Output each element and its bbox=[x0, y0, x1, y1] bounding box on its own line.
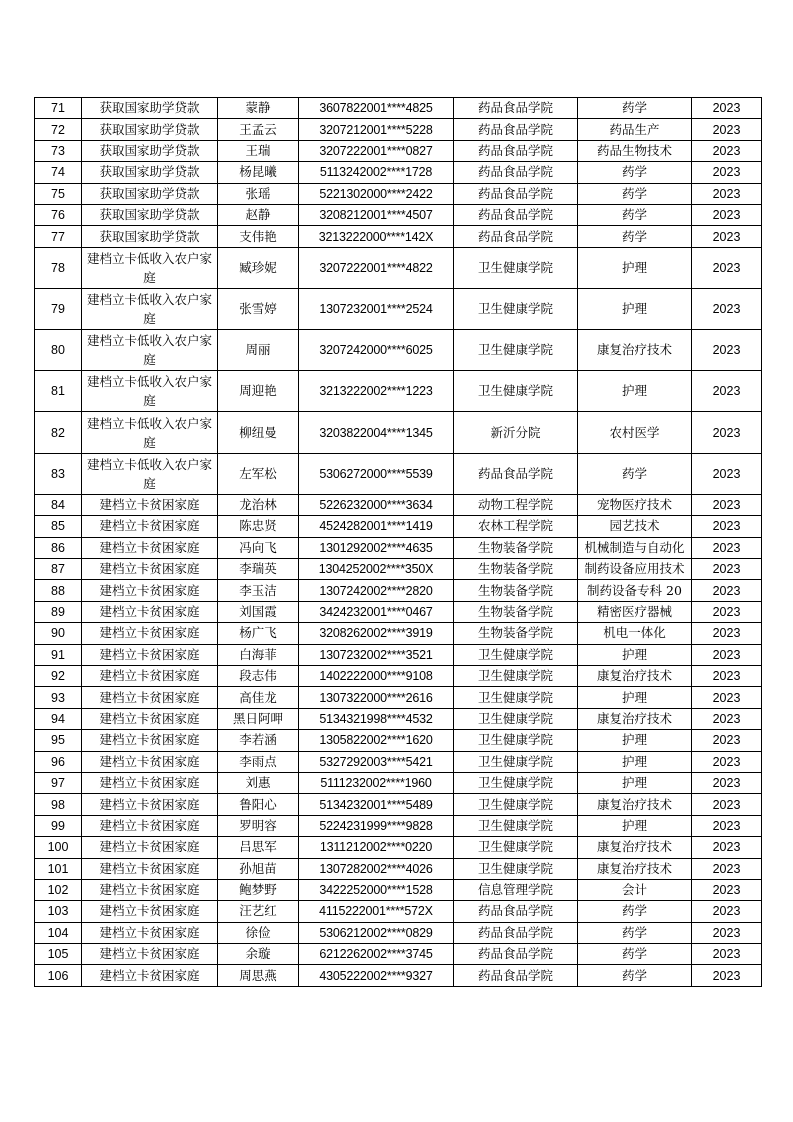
college-name: 卫生健康学院 bbox=[454, 858, 578, 879]
aid-category: 建档立卡贫困家庭 bbox=[82, 944, 218, 965]
enroll-year: 2023 bbox=[692, 879, 762, 900]
row-number: 106 bbox=[35, 965, 82, 986]
id-number: 4115222001****572X bbox=[299, 901, 454, 922]
enroll-year: 2023 bbox=[692, 140, 762, 161]
row-number: 96 bbox=[35, 751, 82, 772]
aid-category: 建档立卡贫困家庭 bbox=[82, 922, 218, 943]
id-number: 5327292003****5421 bbox=[299, 751, 454, 772]
aid-category: 建档立卡贫困家庭 bbox=[82, 751, 218, 772]
id-number: 5306212002****0829 bbox=[299, 922, 454, 943]
enroll-year: 2023 bbox=[692, 580, 762, 601]
enroll-year: 2023 bbox=[692, 204, 762, 225]
id-number: 5111232002****1960 bbox=[299, 772, 454, 793]
college-name: 卫生健康学院 bbox=[454, 730, 578, 751]
major-name: 康复治疗技术 bbox=[578, 837, 692, 858]
enroll-year: 2023 bbox=[692, 330, 762, 371]
enroll-year: 2023 bbox=[692, 644, 762, 665]
student-name: 李雨点 bbox=[218, 751, 299, 772]
enroll-year: 2023 bbox=[692, 751, 762, 772]
student-name: 段志伟 bbox=[218, 665, 299, 686]
student-name: 李玉洁 bbox=[218, 580, 299, 601]
id-number: 1307322000****2616 bbox=[299, 687, 454, 708]
table-row bbox=[35, 288, 762, 329]
aid-category: 建档立卡贫困家庭 bbox=[82, 516, 218, 537]
college-name: 药品食品学院 bbox=[454, 204, 578, 225]
student-name: 白海菲 bbox=[218, 644, 299, 665]
aid-category: 建档立卡贫困家庭 bbox=[82, 601, 218, 622]
major-name: 护理 bbox=[578, 730, 692, 751]
major-name: 护理 bbox=[578, 772, 692, 793]
aid-category: 建档立卡贫困家庭 bbox=[82, 815, 218, 836]
table-row bbox=[35, 665, 762, 686]
student-name: 周迎艳 bbox=[218, 371, 299, 412]
roster-body bbox=[35, 98, 762, 987]
aid-category: 建档立卡贫困家庭 bbox=[82, 772, 218, 793]
aid-category: 建档立卡贫困家庭 bbox=[82, 965, 218, 986]
major-name: 药学 bbox=[578, 922, 692, 943]
college-name: 卫生健康学院 bbox=[454, 247, 578, 288]
aid-category: 建档立卡低收入农户家庭 bbox=[82, 371, 218, 412]
row-number: 92 bbox=[35, 665, 82, 686]
table-row bbox=[35, 494, 762, 515]
id-number: 1402222000****9108 bbox=[299, 665, 454, 686]
id-number: 1305822002****1620 bbox=[299, 730, 454, 751]
id-number: 4305222002****9327 bbox=[299, 965, 454, 986]
enroll-year: 2023 bbox=[692, 183, 762, 204]
college-name: 生物装备学院 bbox=[454, 537, 578, 558]
major-name: 药学 bbox=[578, 901, 692, 922]
table-row bbox=[35, 815, 762, 836]
table-row bbox=[35, 516, 762, 537]
college-name: 药品食品学院 bbox=[454, 119, 578, 140]
student-name: 李瑞英 bbox=[218, 559, 299, 580]
row-number: 71 bbox=[35, 98, 82, 119]
table-row bbox=[35, 644, 762, 665]
enroll-year: 2023 bbox=[692, 601, 762, 622]
enroll-year: 2023 bbox=[692, 537, 762, 558]
table-row bbox=[35, 330, 762, 371]
id-number: 6212262002****3745 bbox=[299, 944, 454, 965]
student-name: 张瑶 bbox=[218, 183, 299, 204]
enroll-year: 2023 bbox=[692, 665, 762, 686]
student-name: 陈忠贤 bbox=[218, 516, 299, 537]
row-number: 88 bbox=[35, 580, 82, 601]
student-name: 杨广飞 bbox=[218, 623, 299, 644]
major-name: 康复治疗技术 bbox=[578, 708, 692, 729]
college-name: 卫生健康学院 bbox=[454, 815, 578, 836]
student-name: 吕思军 bbox=[218, 837, 299, 858]
college-name: 生物装备学院 bbox=[454, 601, 578, 622]
aid-category: 获取国家助学贷款 bbox=[82, 119, 218, 140]
major-name: 会计 bbox=[578, 879, 692, 900]
aid-category: 建档立卡低收入农户家庭 bbox=[82, 453, 218, 494]
student-name: 黑日阿呷 bbox=[218, 708, 299, 729]
aid-category: 获取国家助学贷款 bbox=[82, 140, 218, 161]
student-name: 徐俭 bbox=[218, 922, 299, 943]
enroll-year: 2023 bbox=[692, 858, 762, 879]
enroll-year: 2023 bbox=[692, 453, 762, 494]
major-name: 药学 bbox=[578, 98, 692, 119]
major-name: 机械制造与自动化 bbox=[578, 537, 692, 558]
aid-category: 建档立卡贫困家庭 bbox=[82, 494, 218, 515]
id-number: 5306272000****5539 bbox=[299, 453, 454, 494]
id-number: 5221302000****2422 bbox=[299, 183, 454, 204]
table-row bbox=[35, 751, 762, 772]
major-name: 护理 bbox=[578, 815, 692, 836]
college-name: 农林工程学院 bbox=[454, 516, 578, 537]
row-number: 100 bbox=[35, 837, 82, 858]
college-name: 卫生健康学院 bbox=[454, 288, 578, 329]
row-number: 95 bbox=[35, 730, 82, 751]
student-name: 臧珍妮 bbox=[218, 247, 299, 288]
table-row bbox=[35, 922, 762, 943]
enroll-year: 2023 bbox=[692, 944, 762, 965]
enroll-year: 2023 bbox=[692, 162, 762, 183]
id-number: 5134321998****4532 bbox=[299, 708, 454, 729]
college-name: 信息管理学院 bbox=[454, 879, 578, 900]
id-number: 3424232001****0467 bbox=[299, 601, 454, 622]
id-number: 3422252000****1528 bbox=[299, 879, 454, 900]
table-row bbox=[35, 226, 762, 247]
student-name: 支伟艳 bbox=[218, 226, 299, 247]
major-name: 药学 bbox=[578, 453, 692, 494]
major-name: 护理 bbox=[578, 644, 692, 665]
row-number: 84 bbox=[35, 494, 82, 515]
table-row bbox=[35, 623, 762, 644]
id-number: 3207222001****0827 bbox=[299, 140, 454, 161]
id-number: 4524282001****1419 bbox=[299, 516, 454, 537]
college-name: 卫生健康学院 bbox=[454, 708, 578, 729]
table-row bbox=[35, 371, 762, 412]
table-row bbox=[35, 580, 762, 601]
aid-category: 获取国家助学贷款 bbox=[82, 204, 218, 225]
row-number: 82 bbox=[35, 412, 82, 453]
id-number: 1311212002****0220 bbox=[299, 837, 454, 858]
college-name: 药品食品学院 bbox=[454, 922, 578, 943]
table-row bbox=[35, 119, 762, 140]
row-number: 89 bbox=[35, 601, 82, 622]
major-name: 制药设备专科 20 bbox=[578, 580, 692, 601]
enroll-year: 2023 bbox=[692, 412, 762, 453]
aid-category: 建档立卡贫困家庭 bbox=[82, 879, 218, 900]
aid-category: 建档立卡贫困家庭 bbox=[82, 580, 218, 601]
aid-category: 建档立卡贫困家庭 bbox=[82, 730, 218, 751]
student-name: 冯向飞 bbox=[218, 537, 299, 558]
student-name: 赵静 bbox=[218, 204, 299, 225]
aid-category: 建档立卡贫困家庭 bbox=[82, 623, 218, 644]
row-number: 87 bbox=[35, 559, 82, 580]
row-number: 90 bbox=[35, 623, 82, 644]
id-number: 3213222000****142X bbox=[299, 226, 454, 247]
aid-category: 建档立卡低收入农户家庭 bbox=[82, 330, 218, 371]
row-number: 102 bbox=[35, 879, 82, 900]
major-name: 机电一体化 bbox=[578, 623, 692, 644]
row-number: 99 bbox=[35, 815, 82, 836]
college-name: 生物装备学院 bbox=[454, 580, 578, 601]
aid-category: 获取国家助学贷款 bbox=[82, 226, 218, 247]
aid-category: 建档立卡低收入农户家庭 bbox=[82, 247, 218, 288]
aid-category: 获取国家助学贷款 bbox=[82, 183, 218, 204]
aid-category: 建档立卡贫困家庭 bbox=[82, 901, 218, 922]
enroll-year: 2023 bbox=[692, 708, 762, 729]
major-name: 制药设备应用技术 bbox=[578, 559, 692, 580]
enroll-year: 2023 bbox=[692, 516, 762, 537]
aid-category: 获取国家助学贷款 bbox=[82, 98, 218, 119]
id-number: 3208262002****3919 bbox=[299, 623, 454, 644]
student-name: 王瑞 bbox=[218, 140, 299, 161]
row-number: 105 bbox=[35, 944, 82, 965]
college-name: 生物装备学院 bbox=[454, 559, 578, 580]
enroll-year: 2023 bbox=[692, 247, 762, 288]
row-number: 77 bbox=[35, 226, 82, 247]
student-name: 王孟云 bbox=[218, 119, 299, 140]
college-name: 新沂分院 bbox=[454, 412, 578, 453]
table-row bbox=[35, 858, 762, 879]
student-name: 余璇 bbox=[218, 944, 299, 965]
row-number: 94 bbox=[35, 708, 82, 729]
aid-category: 建档立卡贫困家庭 bbox=[82, 687, 218, 708]
id-number: 1301292002****4635 bbox=[299, 537, 454, 558]
enroll-year: 2023 bbox=[692, 965, 762, 986]
major-name: 药品生产 bbox=[578, 119, 692, 140]
major-name: 护理 bbox=[578, 687, 692, 708]
id-number: 3607822001****4825 bbox=[299, 98, 454, 119]
row-number: 78 bbox=[35, 247, 82, 288]
major-name: 宠物医疗技术 bbox=[578, 494, 692, 515]
enroll-year: 2023 bbox=[692, 371, 762, 412]
college-name: 卫生健康学院 bbox=[454, 371, 578, 412]
table-row bbox=[35, 98, 762, 119]
table-row bbox=[35, 183, 762, 204]
college-name: 动物工程学院 bbox=[454, 494, 578, 515]
major-name: 康复治疗技术 bbox=[578, 330, 692, 371]
row-number: 72 bbox=[35, 119, 82, 140]
aid-category: 建档立卡贫困家庭 bbox=[82, 665, 218, 686]
student-name: 李若涵 bbox=[218, 730, 299, 751]
id-number: 5134232001****5489 bbox=[299, 794, 454, 815]
row-number: 85 bbox=[35, 516, 82, 537]
aid-category: 建档立卡贫困家庭 bbox=[82, 858, 218, 879]
table-row bbox=[35, 687, 762, 708]
table-row bbox=[35, 901, 762, 922]
enroll-year: 2023 bbox=[692, 687, 762, 708]
aid-category: 建档立卡贫困家庭 bbox=[82, 559, 218, 580]
major-name: 护理 bbox=[578, 751, 692, 772]
college-name: 药品食品学院 bbox=[454, 453, 578, 494]
table-row bbox=[35, 944, 762, 965]
student-name: 左军松 bbox=[218, 453, 299, 494]
id-number: 5224231999****9828 bbox=[299, 815, 454, 836]
student-name: 龙治林 bbox=[218, 494, 299, 515]
row-number: 80 bbox=[35, 330, 82, 371]
student-name: 鲁阳心 bbox=[218, 794, 299, 815]
table-row bbox=[35, 601, 762, 622]
id-number: 3207222001****4822 bbox=[299, 247, 454, 288]
major-name: 药学 bbox=[578, 944, 692, 965]
aid-category: 建档立卡贫困家庭 bbox=[82, 794, 218, 815]
id-number: 5113242002****1728 bbox=[299, 162, 454, 183]
college-name: 卫生健康学院 bbox=[454, 330, 578, 371]
college-name: 生物装备学院 bbox=[454, 623, 578, 644]
major-name: 园艺技术 bbox=[578, 516, 692, 537]
college-name: 卫生健康学院 bbox=[454, 794, 578, 815]
major-name: 精密医疗器械 bbox=[578, 601, 692, 622]
college-name: 卫生健康学院 bbox=[454, 772, 578, 793]
major-name: 药学 bbox=[578, 204, 692, 225]
student-name: 柳纽曼 bbox=[218, 412, 299, 453]
table-row bbox=[35, 837, 762, 858]
row-number: 76 bbox=[35, 204, 82, 225]
table-row bbox=[35, 965, 762, 986]
enroll-year: 2023 bbox=[692, 559, 762, 580]
college-name: 药品食品学院 bbox=[454, 944, 578, 965]
enroll-year: 2023 bbox=[692, 772, 762, 793]
college-name: 药品食品学院 bbox=[454, 226, 578, 247]
major-name: 药学 bbox=[578, 162, 692, 183]
enroll-year: 2023 bbox=[692, 794, 762, 815]
row-number: 83 bbox=[35, 453, 82, 494]
major-name: 康复治疗技术 bbox=[578, 665, 692, 686]
student-name: 蒙静 bbox=[218, 98, 299, 119]
table-row bbox=[35, 204, 762, 225]
table-row bbox=[35, 412, 762, 453]
enroll-year: 2023 bbox=[692, 837, 762, 858]
enroll-year: 2023 bbox=[692, 623, 762, 644]
student-name: 刘国霞 bbox=[218, 601, 299, 622]
major-name: 药学 bbox=[578, 226, 692, 247]
enroll-year: 2023 bbox=[692, 98, 762, 119]
major-name: 药学 bbox=[578, 965, 692, 986]
id-number: 1307232002****3521 bbox=[299, 644, 454, 665]
table-row bbox=[35, 559, 762, 580]
college-name: 药品食品学院 bbox=[454, 98, 578, 119]
row-number: 98 bbox=[35, 794, 82, 815]
enroll-year: 2023 bbox=[692, 494, 762, 515]
student-name: 孙旭苗 bbox=[218, 858, 299, 879]
row-number: 91 bbox=[35, 644, 82, 665]
college-name: 药品食品学院 bbox=[454, 965, 578, 986]
aid-category: 建档立卡低收入农户家庭 bbox=[82, 412, 218, 453]
enroll-year: 2023 bbox=[692, 119, 762, 140]
student-name: 高佳龙 bbox=[218, 687, 299, 708]
student-name: 刘惠 bbox=[218, 772, 299, 793]
aid-category: 建档立卡贫困家庭 bbox=[82, 537, 218, 558]
id-number: 3208212001****4507 bbox=[299, 204, 454, 225]
row-number: 79 bbox=[35, 288, 82, 329]
aid-category: 建档立卡贫困家庭 bbox=[82, 644, 218, 665]
table-row bbox=[35, 730, 762, 751]
aid-category: 建档立卡低收入农户家庭 bbox=[82, 288, 218, 329]
id-number: 3207242000****6025 bbox=[299, 330, 454, 371]
row-number: 73 bbox=[35, 140, 82, 161]
college-name: 药品食品学院 bbox=[454, 901, 578, 922]
major-name: 护理 bbox=[578, 247, 692, 288]
row-number: 86 bbox=[35, 537, 82, 558]
student-name: 杨昆曦 bbox=[218, 162, 299, 183]
college-name: 卫生健康学院 bbox=[454, 837, 578, 858]
student-name: 罗明容 bbox=[218, 815, 299, 836]
student-name: 张雪婷 bbox=[218, 288, 299, 329]
aid-category: 建档立卡贫困家庭 bbox=[82, 708, 218, 729]
table-row bbox=[35, 162, 762, 183]
enroll-year: 2023 bbox=[692, 815, 762, 836]
row-number: 97 bbox=[35, 772, 82, 793]
enroll-year: 2023 bbox=[692, 730, 762, 751]
enroll-year: 2023 bbox=[692, 288, 762, 329]
college-name: 卫生健康学院 bbox=[454, 665, 578, 686]
table-row bbox=[35, 794, 762, 815]
id-number: 1307242002****2820 bbox=[299, 580, 454, 601]
major-name: 康复治疗技术 bbox=[578, 858, 692, 879]
college-name: 卫生健康学院 bbox=[454, 751, 578, 772]
table-row bbox=[35, 879, 762, 900]
major-name: 药品生物技术 bbox=[578, 140, 692, 161]
major-name: 护理 bbox=[578, 371, 692, 412]
table-row bbox=[35, 247, 762, 288]
student-name: 周丽 bbox=[218, 330, 299, 371]
row-number: 75 bbox=[35, 183, 82, 204]
college-name: 卫生健康学院 bbox=[454, 644, 578, 665]
row-number: 74 bbox=[35, 162, 82, 183]
id-number: 3203822004****1345 bbox=[299, 412, 454, 453]
table-row bbox=[35, 537, 762, 558]
enroll-year: 2023 bbox=[692, 226, 762, 247]
id-number: 3207212001****5228 bbox=[299, 119, 454, 140]
aid-category: 获取国家助学贷款 bbox=[82, 162, 218, 183]
aid-category: 建档立卡贫困家庭 bbox=[82, 837, 218, 858]
table-row bbox=[35, 772, 762, 793]
id-number: 1307232001****2524 bbox=[299, 288, 454, 329]
major-name: 农村医学 bbox=[578, 412, 692, 453]
table-row bbox=[35, 708, 762, 729]
enroll-year: 2023 bbox=[692, 901, 762, 922]
id-number: 1304252002****350X bbox=[299, 559, 454, 580]
id-number: 3213222002****1223 bbox=[299, 371, 454, 412]
college-name: 药品食品学院 bbox=[454, 183, 578, 204]
major-name: 康复治疗技术 bbox=[578, 794, 692, 815]
row-number: 93 bbox=[35, 687, 82, 708]
row-number: 81 bbox=[35, 371, 82, 412]
id-number: 5226232000****3634 bbox=[299, 494, 454, 515]
enroll-year: 2023 bbox=[692, 922, 762, 943]
college-name: 卫生健康学院 bbox=[454, 687, 578, 708]
row-number: 104 bbox=[35, 922, 82, 943]
student-name: 周思燕 bbox=[218, 965, 299, 986]
row-number: 101 bbox=[35, 858, 82, 879]
student-name: 汪艺红 bbox=[218, 901, 299, 922]
major-name: 护理 bbox=[578, 288, 692, 329]
row-number: 103 bbox=[35, 901, 82, 922]
table-row bbox=[35, 453, 762, 494]
id-number: 1307282002****4026 bbox=[299, 858, 454, 879]
college-name: 药品食品学院 bbox=[454, 140, 578, 161]
college-name: 药品食品学院 bbox=[454, 162, 578, 183]
table-row bbox=[35, 140, 762, 161]
student-roster-table bbox=[34, 97, 762, 987]
major-name: 药学 bbox=[578, 183, 692, 204]
student-name: 鲍梦野 bbox=[218, 879, 299, 900]
